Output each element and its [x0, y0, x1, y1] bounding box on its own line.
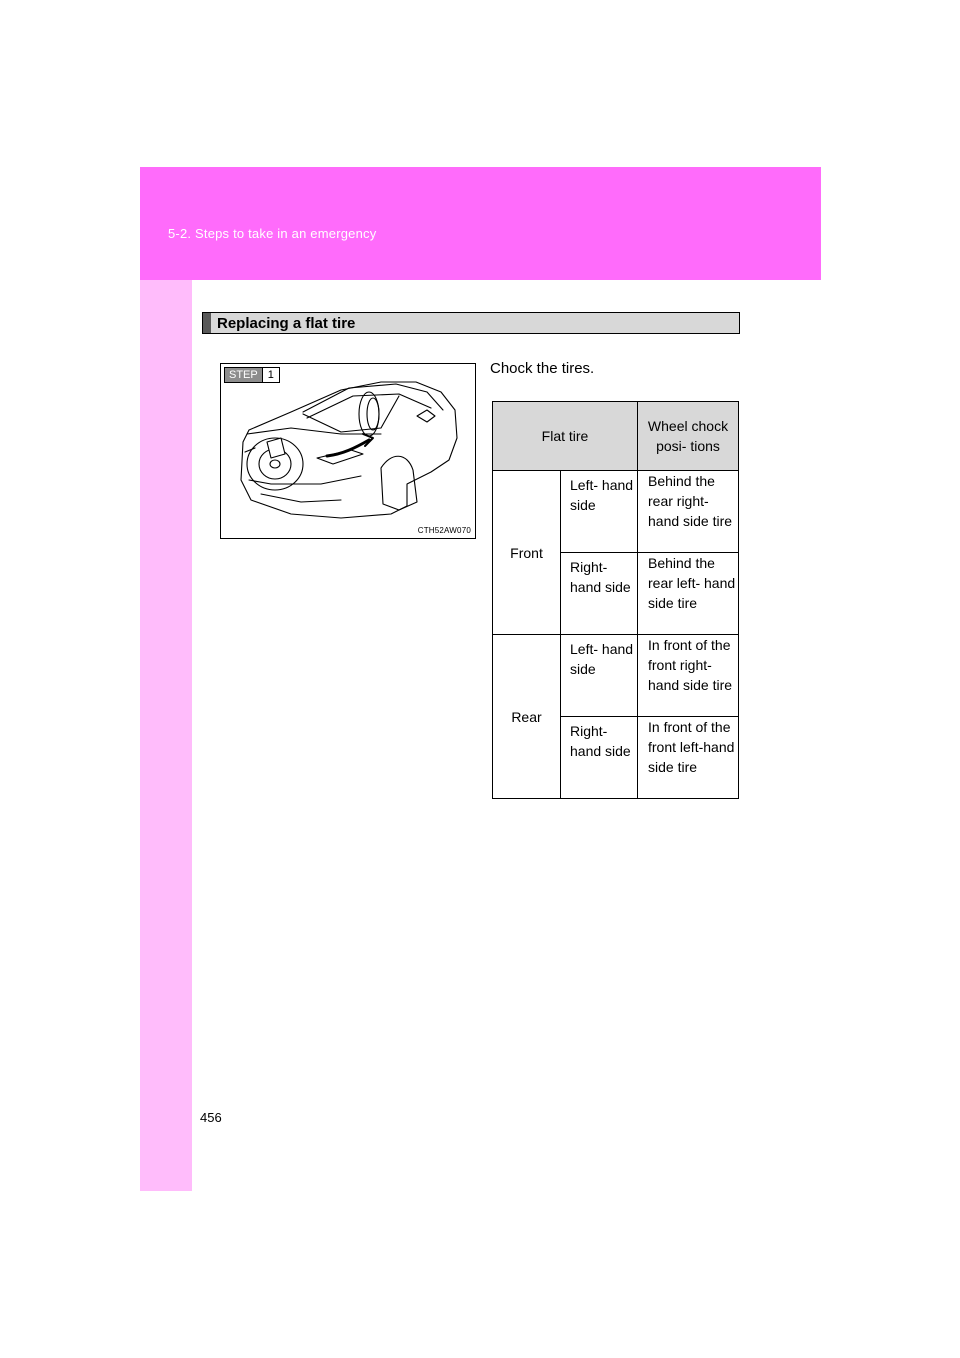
- cell-position: In front of the front right-hand side tire: [638, 635, 739, 717]
- step-instruction: Chock the tires.: [490, 360, 595, 377]
- header-flat-tire: Flat tire: [493, 402, 638, 471]
- header-chock-positions: Wheel chock posi- tions: [638, 402, 739, 471]
- step-number: 1: [262, 368, 279, 382]
- cell-side: Right- hand side: [561, 717, 638, 799]
- section-heading: [202, 312, 740, 334]
- cell-position: Behind the rear right- hand side tire: [638, 471, 739, 553]
- group-rear: Rear: [493, 635, 561, 799]
- group-front: Front: [493, 471, 561, 635]
- heading-title: Replacing a flat tire: [217, 315, 356, 332]
- figure-code: CTH52AW070: [417, 526, 471, 535]
- cell-side: Left- hand side: [561, 471, 638, 553]
- table-row: [493, 471, 739, 553]
- table-header-row: [493, 402, 739, 471]
- step-label: STEP: [225, 368, 262, 382]
- page-number: 456: [200, 1110, 222, 1125]
- cell-position: In front of the front left-hand side tire: [638, 717, 739, 799]
- section-header: 5-2. Steps to take in an emergency: [168, 226, 377, 241]
- cell-side: Right- hand side: [561, 553, 638, 635]
- header-band: [140, 167, 821, 280]
- heading-bar: [203, 313, 211, 333]
- car-drawing: [231, 372, 467, 532]
- cell-side: Left- hand side: [561, 635, 638, 717]
- table-row: [493, 635, 739, 717]
- cell-position: Behind the rear left- hand side tire: [638, 553, 739, 635]
- side-strip: [140, 167, 192, 1191]
- wheel-chock-table: [492, 401, 739, 799]
- car-illustration: [220, 363, 476, 539]
